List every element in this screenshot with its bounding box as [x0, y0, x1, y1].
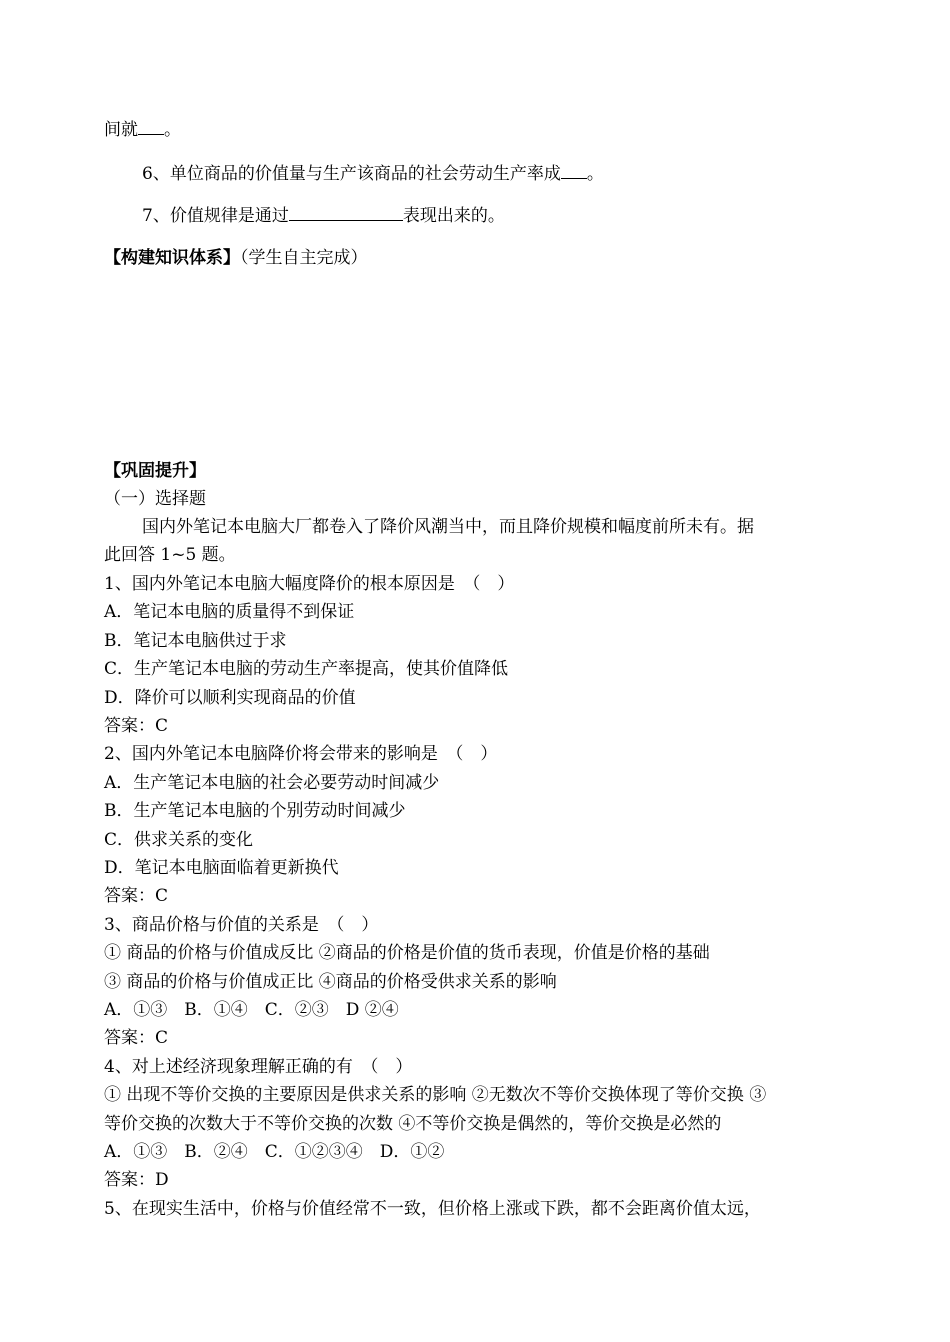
answer-blank[interactable]	[289, 204, 403, 221]
question-6	[142, 162, 604, 186]
question-2-option: C．供求关系的变化	[104, 830, 254, 850]
question-5-stem: 5、在现实生活中，价格与价值经常不一致，但价格上涨或下跌，都不会距离价值太远，	[104, 1199, 761, 1219]
question-3-options: A．①③ B．①④ C．②③ D ②④	[104, 1000, 399, 1020]
question-4-answer: 答案：D	[104, 1170, 169, 1190]
intro-paragraph-line-2: 此回答 1~5 题。	[104, 545, 236, 565]
question-4-statement: 等价交换的次数大于不等价交换的次数 ④不等价交换是偶然的，等价交换是必然的	[104, 1114, 722, 1134]
question-3-answer: 答案：C	[104, 1028, 169, 1048]
continued-text: 间就	[104, 120, 138, 140]
question-3-statement: ③ 商品的价格与价值成正比 ④商品的价格受供求关系的影响	[104, 972, 557, 992]
question-1-option: C．生产笔记本电脑的劳动生产率提高，使其价值降低	[104, 659, 509, 679]
continued-line	[104, 118, 181, 142]
question-1-stem: 1、国内外笔记本电脑大幅度降价的根本原因是 （ ）	[104, 574, 515, 594]
question-4-statement: ① 出现不等价交换的主要原因是供求关系的影响 ②无数次不等价交换体现了等价交换 ③	[104, 1085, 767, 1105]
question-2-stem: 2、国内外笔记本电脑降价将会带来的影响是 （ ）	[104, 744, 498, 764]
section-note: （学生自主完成）	[240, 248, 368, 268]
section-knowledge-system	[104, 246, 368, 270]
question-4-options: A．①③ B．②④ C．①②③④ D．①②	[104, 1142, 445, 1162]
intro-paragraph-line-1: 国内外笔记本电脑大厂都卷入了降价风潮当中，而且降价规模和幅度前所未有。据	[142, 517, 754, 537]
question-3-stem: 3、商品价格与价值的关系是 （ ）	[104, 915, 379, 935]
question-7-text: 7、价值规律是通过	[142, 206, 289, 226]
section-consolidate-title: 【巩固提升】	[104, 461, 206, 481]
question-2-option: D．笔记本电脑面临着更新换代	[104, 858, 339, 878]
answer-blank[interactable]	[138, 118, 164, 135]
question-2-option: A．生产笔记本电脑的社会必要劳动时间减少	[104, 773, 440, 793]
question-1-option: A．笔记本电脑的质量得不到保证	[104, 602, 355, 622]
question-1-option: D．降价可以顺利实现商品的价值	[104, 688, 356, 708]
continued-end: 。	[164, 120, 181, 140]
question-1-answer: 答案：C	[104, 716, 169, 736]
section-subtitle: （一）选择题	[104, 489, 206, 509]
answer-blank[interactable]	[561, 162, 587, 179]
question-7-end: 表现出来的。	[402, 206, 505, 226]
section-title: 【构建知识体系】	[104, 248, 240, 268]
question-4-stem: 4、对上述经济现象理解正确的有 （ ）	[104, 1057, 413, 1077]
question-6-text: 6、单位商品的价值量与生产该商品的社会劳动生产率成	[142, 164, 561, 184]
question-1-option: B．笔记本电脑供过于求	[104, 631, 287, 651]
question-3-statement: ① 商品的价格与价值成反比 ②商品的价格是价值的货币表现，价值是价格的基础	[104, 943, 710, 963]
question-6-end: 。	[586, 164, 604, 184]
question-2-answer: 答案：C	[104, 886, 169, 906]
question-2-option: B．生产笔记本电脑的个别劳动时间减少	[104, 801, 406, 821]
question-7	[142, 204, 505, 228]
